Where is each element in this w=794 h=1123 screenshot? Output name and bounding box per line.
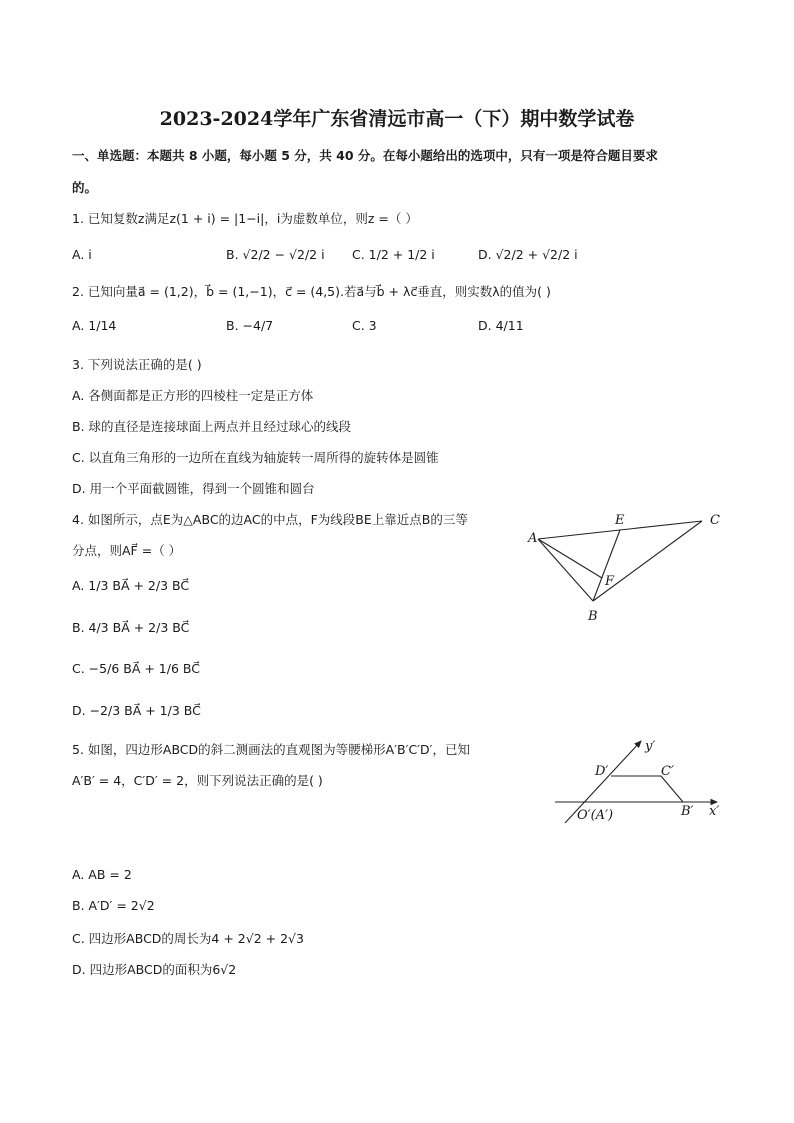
label-y: y′ xyxy=(645,739,656,754)
label-b: B xyxy=(588,609,598,624)
question-5-option-d: D. 四边形ABCD的面积为6√2 xyxy=(72,962,237,977)
question-4-stem: 4. 如图所示，点E为△ABC的边AC的中点，F为线段BE上靠近点B的三等 xyxy=(72,512,468,527)
segment-bc xyxy=(593,521,702,601)
segment-be xyxy=(593,530,620,601)
label-x: x′ xyxy=(709,804,720,819)
section-heading-cont: 的。 xyxy=(72,180,98,195)
question-2-option-b: B. −4/7 xyxy=(226,318,274,333)
label-origin: O′(A′) xyxy=(577,808,614,823)
question-4-option-c: C. −5/6 BA⃗ + 1/6 BC⃗ xyxy=(72,661,200,676)
question-1-option-c: C. 1/2 + 1/2 i xyxy=(352,247,435,262)
section-heading: 一、单选题：本题共 8 小题，每小题 5 分，共 40 分。在每小题给出的选项中，只有一项是符合题目要求 xyxy=(72,148,658,163)
question-3-option-c: C. 以直角三角形的一边所在直线为轴旋转一周所得的旋转体是圆锥 xyxy=(72,450,439,465)
label-d: D′ xyxy=(595,764,609,779)
trapezoid-figure xyxy=(555,735,730,830)
label-c-prime: C′ xyxy=(661,764,674,779)
label-e: E xyxy=(615,513,625,528)
question-3-option-b: B. 球的直径是连接球面上两点并且经过球心的线段 xyxy=(72,419,352,434)
question-5-option-a: A. AB = 2 xyxy=(72,867,132,882)
segment-af xyxy=(538,539,602,578)
question-2-stem: 2. 已知向量a⃗ = (1,2)，b⃗ = (1,−1)，c⃗ = (4,5).若a⃗与b⃗ + λc⃗垂直，则实数λ的值为( ) xyxy=(72,284,551,299)
label-f: F xyxy=(605,574,615,589)
segment-ab xyxy=(538,539,593,601)
question-2-option-c: C. 3 xyxy=(352,318,377,333)
segment-cb xyxy=(661,776,683,802)
question-1-option-d: D. √2/2 + √2/2 i xyxy=(478,247,578,262)
question-1-stem: 1. 已知复数z满足z(1 + i) = |1−i|，i为虚数单位，则z =（ ） xyxy=(72,211,418,226)
page-title: 2023-2024学年广东省清远市高一（下）期中数学试卷 xyxy=(159,108,635,130)
question-5-stem: 5. 如图，四边形ABCD的斜二测画法的直观图为等腰梯形A′B′C′D′，已知 xyxy=(72,742,470,757)
question-1-option-a: A. i xyxy=(72,247,92,262)
question-3-option-a: A. 各侧面都是正方形的四棱柱一定是正方体 xyxy=(72,388,314,403)
triangle-figure xyxy=(520,505,730,625)
question-4-stem-cont: 分点，则AF⃗ =（ ） xyxy=(72,543,182,558)
question-3-stem: 3. 下列说法正确的是( ) xyxy=(72,357,202,372)
label-b-prime: B′ xyxy=(681,804,694,819)
question-5-stem-cont: A′B′ = 4，C′D′ = 2，则下列说法正确的是( ) xyxy=(72,773,323,788)
question-1-option-b: B. √2/2 − √2/2 i xyxy=(226,247,325,262)
question-3-option-d: D. 用一个平面截圆锥，得到一个圆锥和圆台 xyxy=(72,481,315,496)
question-2-option-a: A. 1/14 xyxy=(72,318,117,333)
question-5-option-b: B. A′D′ = 2√2 xyxy=(72,898,155,913)
question-5-option-c: C. 四边形ABCD的周长为4 + 2√2 + 2√3 xyxy=(72,931,304,946)
label-c: C xyxy=(710,513,720,528)
question-2-option-d: D. 4/11 xyxy=(478,318,524,333)
question-4-option-d: D. −2/3 BA⃗ + 1/3 BC⃗ xyxy=(72,703,201,718)
question-4-option-b: B. 4/3 BA⃗ + 2/3 BC⃗ xyxy=(72,620,190,635)
label-a: A xyxy=(528,531,538,546)
question-4-option-a: A. 1/3 BA⃗ + 2/3 BC⃗ xyxy=(72,578,190,593)
